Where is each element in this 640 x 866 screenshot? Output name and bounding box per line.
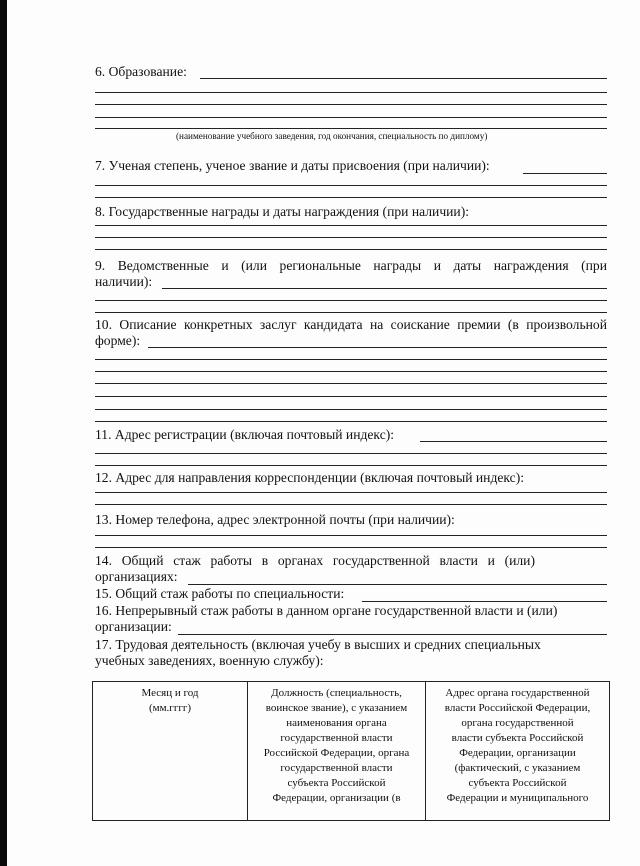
item-9-answer-line[interactable] [95,312,607,313]
item-6-answer-line[interactable] [95,117,607,118]
item-7-answer-line[interactable] [523,173,607,174]
scan-left-edge [0,0,7,866]
item-6-answer-line[interactable] [95,128,607,129]
item-10-label-line-2: форме): [95,333,141,348]
item-12-answer-line[interactable] [95,492,607,493]
header-line: воинское звание), с указанием [265,702,408,714]
header-line: Федерации, организации (в [272,792,401,804]
header-line: Федерации и муниципального [446,792,589,804]
header-line: государственной власти [280,732,393,744]
item-14-label-line-1: 14. Общий стаж работы в органах государственной власти и (или) [95,553,535,568]
item-17-label-line-1: 17. Трудовая деятельность (включая учебу в высших и средних специальных [95,637,541,652]
header-line: Российской Федерации, органа [263,747,410,759]
item-10-answer-line[interactable] [95,383,607,384]
item-16-answer-line[interactable] [178,634,607,635]
item-10-answer-line[interactable] [95,409,607,410]
item-16-label-line-1: 16. Непрерывный стаж работы в данном органе государственной власти и (или) [95,603,558,618]
header-line: государственной власти [280,762,393,774]
item-11-answer-line[interactable] [95,465,607,466]
item-15-answer-line[interactable] [362,601,607,602]
header-line: (фактический, с указанием [454,762,581,774]
item-10-label-line-1: 10. Описание конкретных заслуг кандидата на соискание премии (в произвольной [95,317,607,332]
item-8-answer-line[interactable] [95,237,607,238]
item-9-answer-line[interactable] [162,288,607,289]
item-16-label-line-2: организации: [95,619,172,634]
item-13-answer-line[interactable] [95,535,607,536]
item-14-label-line-2: организациях: [95,569,178,584]
item-7-answer-line[interactable] [95,197,607,198]
header-line: Адрес органа государственной [445,687,590,699]
header-line: Месяц и год [141,687,199,699]
item-7-label: 7. Ученая степень, ученое звание и даты присвоения (при наличии): [95,158,490,173]
item-10-answer-line[interactable] [95,421,607,422]
item-9-label-line-1: 9. Ведомственные и (или региональные награды и даты награждения (при [95,258,607,273]
item-13-answer-line[interactable] [95,547,607,548]
table-header-row [93,682,610,821]
header-line: власти субъекта Российской [451,732,584,744]
header-line: наименования органа [286,717,387,729]
item-12-answer-line[interactable] [95,504,607,505]
item-9-label-line-2: наличии): [95,274,153,289]
header-line: субъекта Российской [287,777,386,789]
item-8-label: 8. Государственные награды и даты награждения (при наличии): [95,204,470,219]
item-8-answer-line[interactable] [95,225,607,226]
column-header-position [248,682,426,821]
item-6-caption: (наименование учебного заведения, год окончания, специальность по диплому) [176,131,488,141]
item-8-answer-line[interactable] [95,249,607,250]
header-line: власти Российской Федерации, [444,702,591,714]
header-line: Должность (специальность, [271,687,402,699]
item-6-answer-line[interactable] [200,78,607,79]
item-6-answer-line[interactable] [95,104,607,105]
column-header-address [426,682,610,821]
item-10-answer-line[interactable] [95,371,607,372]
item-6-answer-line[interactable] [95,92,607,93]
item-11-answer-line[interactable] [420,441,607,442]
item-11-label: 11. Адрес регистрации (включая почтовый индекс): [95,427,395,442]
item-10-answer-line[interactable] [95,396,607,397]
item-17-label-line-2: учебных заведениях, военную службу): [95,653,324,668]
item-12-label: 12. Адрес для направления корреспонденции (включая почтовый индекс): [95,470,525,485]
header-line: (мм.гггг) [148,702,192,714]
header-line: органа государственной [461,717,574,729]
item-10-answer-line[interactable] [148,347,607,348]
item-9-answer-line[interactable] [95,300,607,301]
header-line: Федерации, организации [459,747,576,759]
column-header-month-year [93,682,248,821]
work-history-table [92,681,610,821]
item-6-label: 6. Образование: [95,64,187,79]
item-15-label: 15. Общий стаж работы по специальности: [95,586,345,601]
item-10-answer-line[interactable] [95,359,607,360]
header-line: субъекта Российской [468,777,567,789]
item-11-answer-line[interactable] [95,453,607,454]
item-13-label: 13. Номер телефона, адрес электронной почты (при наличии): [95,512,455,527]
item-14-answer-line[interactable] [188,584,607,585]
item-7-answer-line[interactable] [95,185,607,186]
